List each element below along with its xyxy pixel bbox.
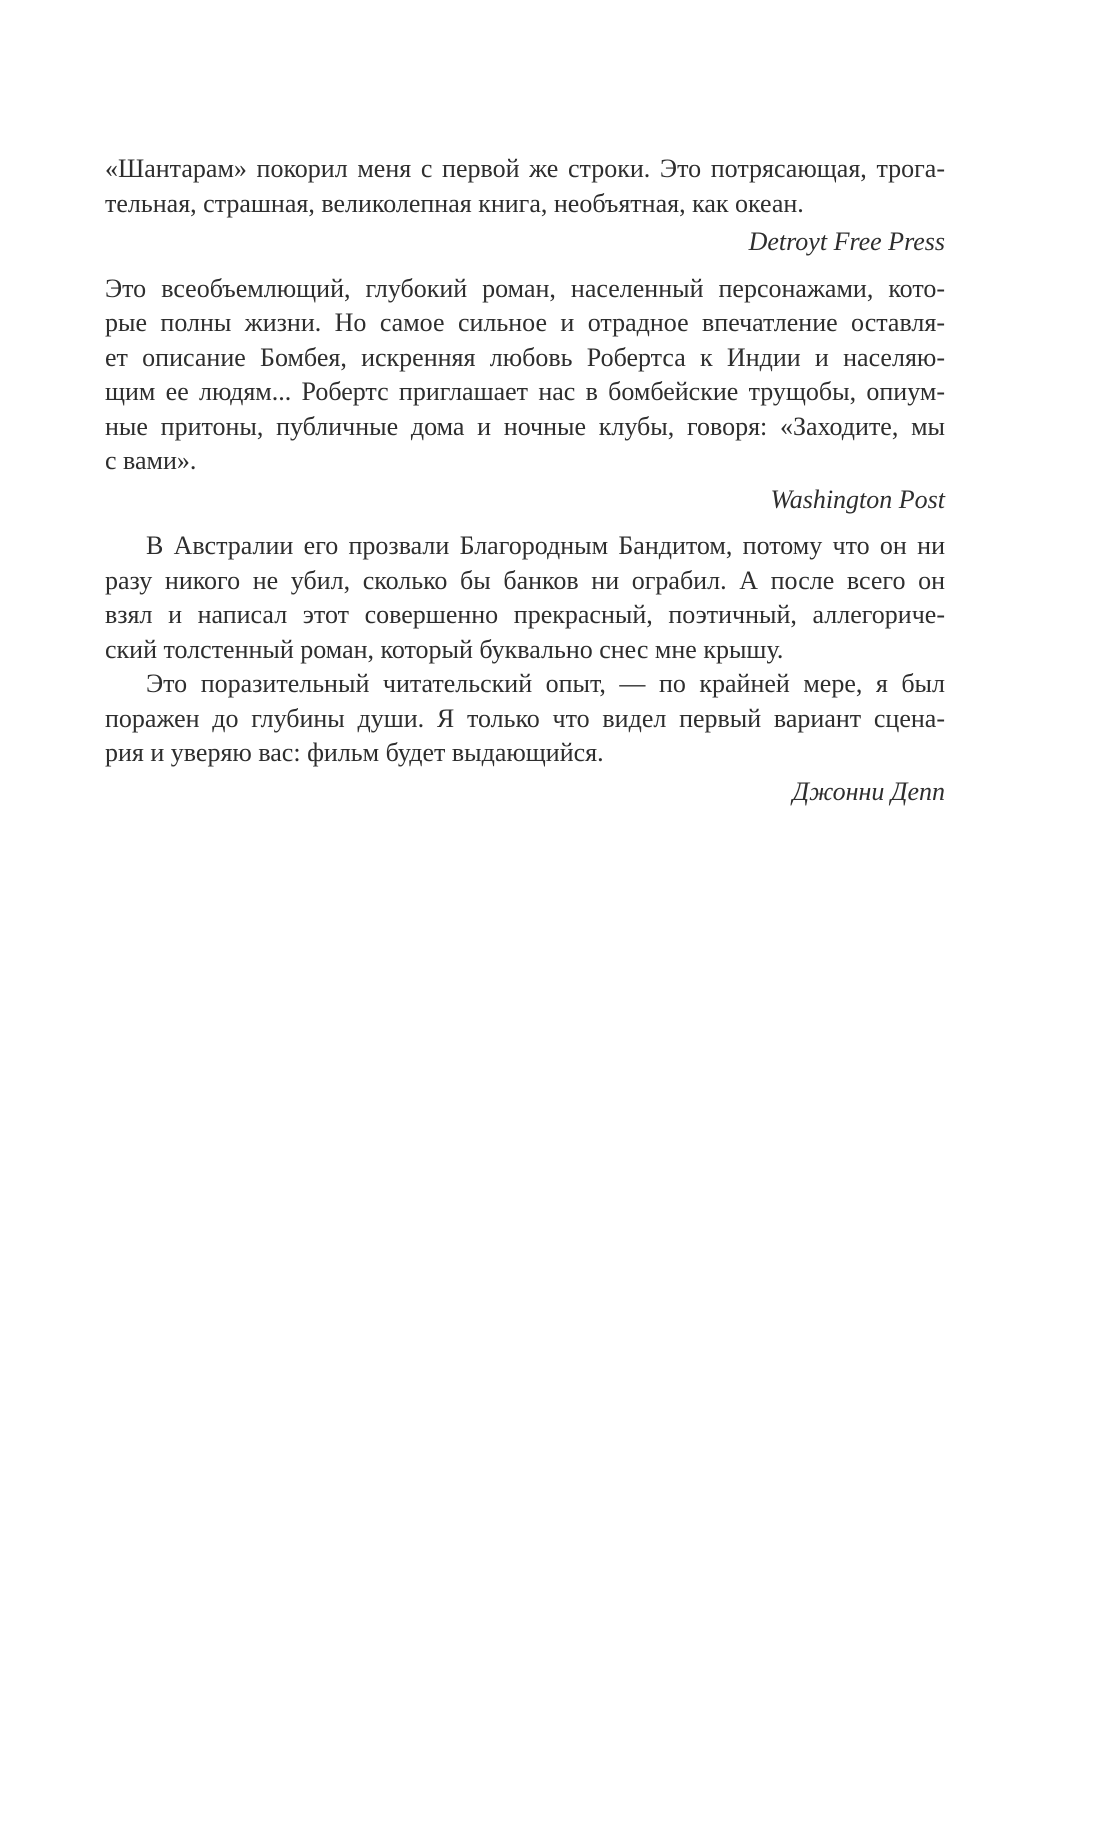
text-line: рые полны жизни. Но самое сильное и отрадное впечатление оставля-: [105, 308, 945, 337]
text-line: Это всеобъемлющий, глубокий роман, населенный персонажами, кото-: [105, 273, 945, 303]
text-line: В Австралии его прозвали Благородным Бандитом, потому что он ни: [146, 531, 945, 560]
text-line: разу никого не убил, сколько бы банков ни ограбил. А после всего он: [105, 565, 945, 595]
reviews-block: [105, 152, 945, 821]
review-quote: [105, 152, 945, 260]
quote-paragraphs: [105, 152, 945, 221]
quote-attribution: Джонни Депп: [792, 776, 945, 806]
text-line: тельная, страшная, великолепная книга, необъятная, как океан.: [105, 188, 804, 218]
quote-attribution: Detroyt Free Press: [748, 227, 945, 256]
quote-paragraphs: [105, 529, 945, 771]
quote-paragraphs: [105, 272, 945, 479]
quote-attribution: Washington Post: [770, 484, 945, 514]
review-quote: [105, 529, 945, 809]
text-line: щим ее людям... Робертс приглашает нас в бомбейские трущобы, опиум-: [105, 377, 945, 406]
text-line: Это поразительный читательский опыт, — по крайней мере, я был: [146, 669, 945, 698]
quote-paragraph: [105, 152, 945, 221]
quote-paragraph: [105, 529, 945, 667]
quote-paragraph: [105, 667, 945, 771]
quote-paragraph: [105, 272, 945, 479]
text-line: с вами».: [105, 446, 197, 475]
text-line: поражен до глубины души. Я только что видел первый вариант сцена-: [105, 703, 945, 733]
text-line: «Шантарам» покорил меня с первой же строки. Это потрясающая, трога-: [105, 154, 945, 183]
text-line: рия и уверяю вас: фильм будет выдающийся.: [105, 738, 604, 767]
text-line: взял и написал этот совершенно прекрасный, поэтичный, аллегориче-: [105, 600, 945, 629]
text-line: ет описание Бомбея, искренняя любовь Робертса к Индии и населяю-: [105, 342, 945, 372]
review-quote: [105, 272, 945, 518]
text-line: ные притоны, публичные дома и ночные клубы, говоря: «Заходите, мы: [105, 411, 945, 441]
text-line: ский толстенный роман, который буквально снес мне крышу.: [105, 634, 784, 664]
